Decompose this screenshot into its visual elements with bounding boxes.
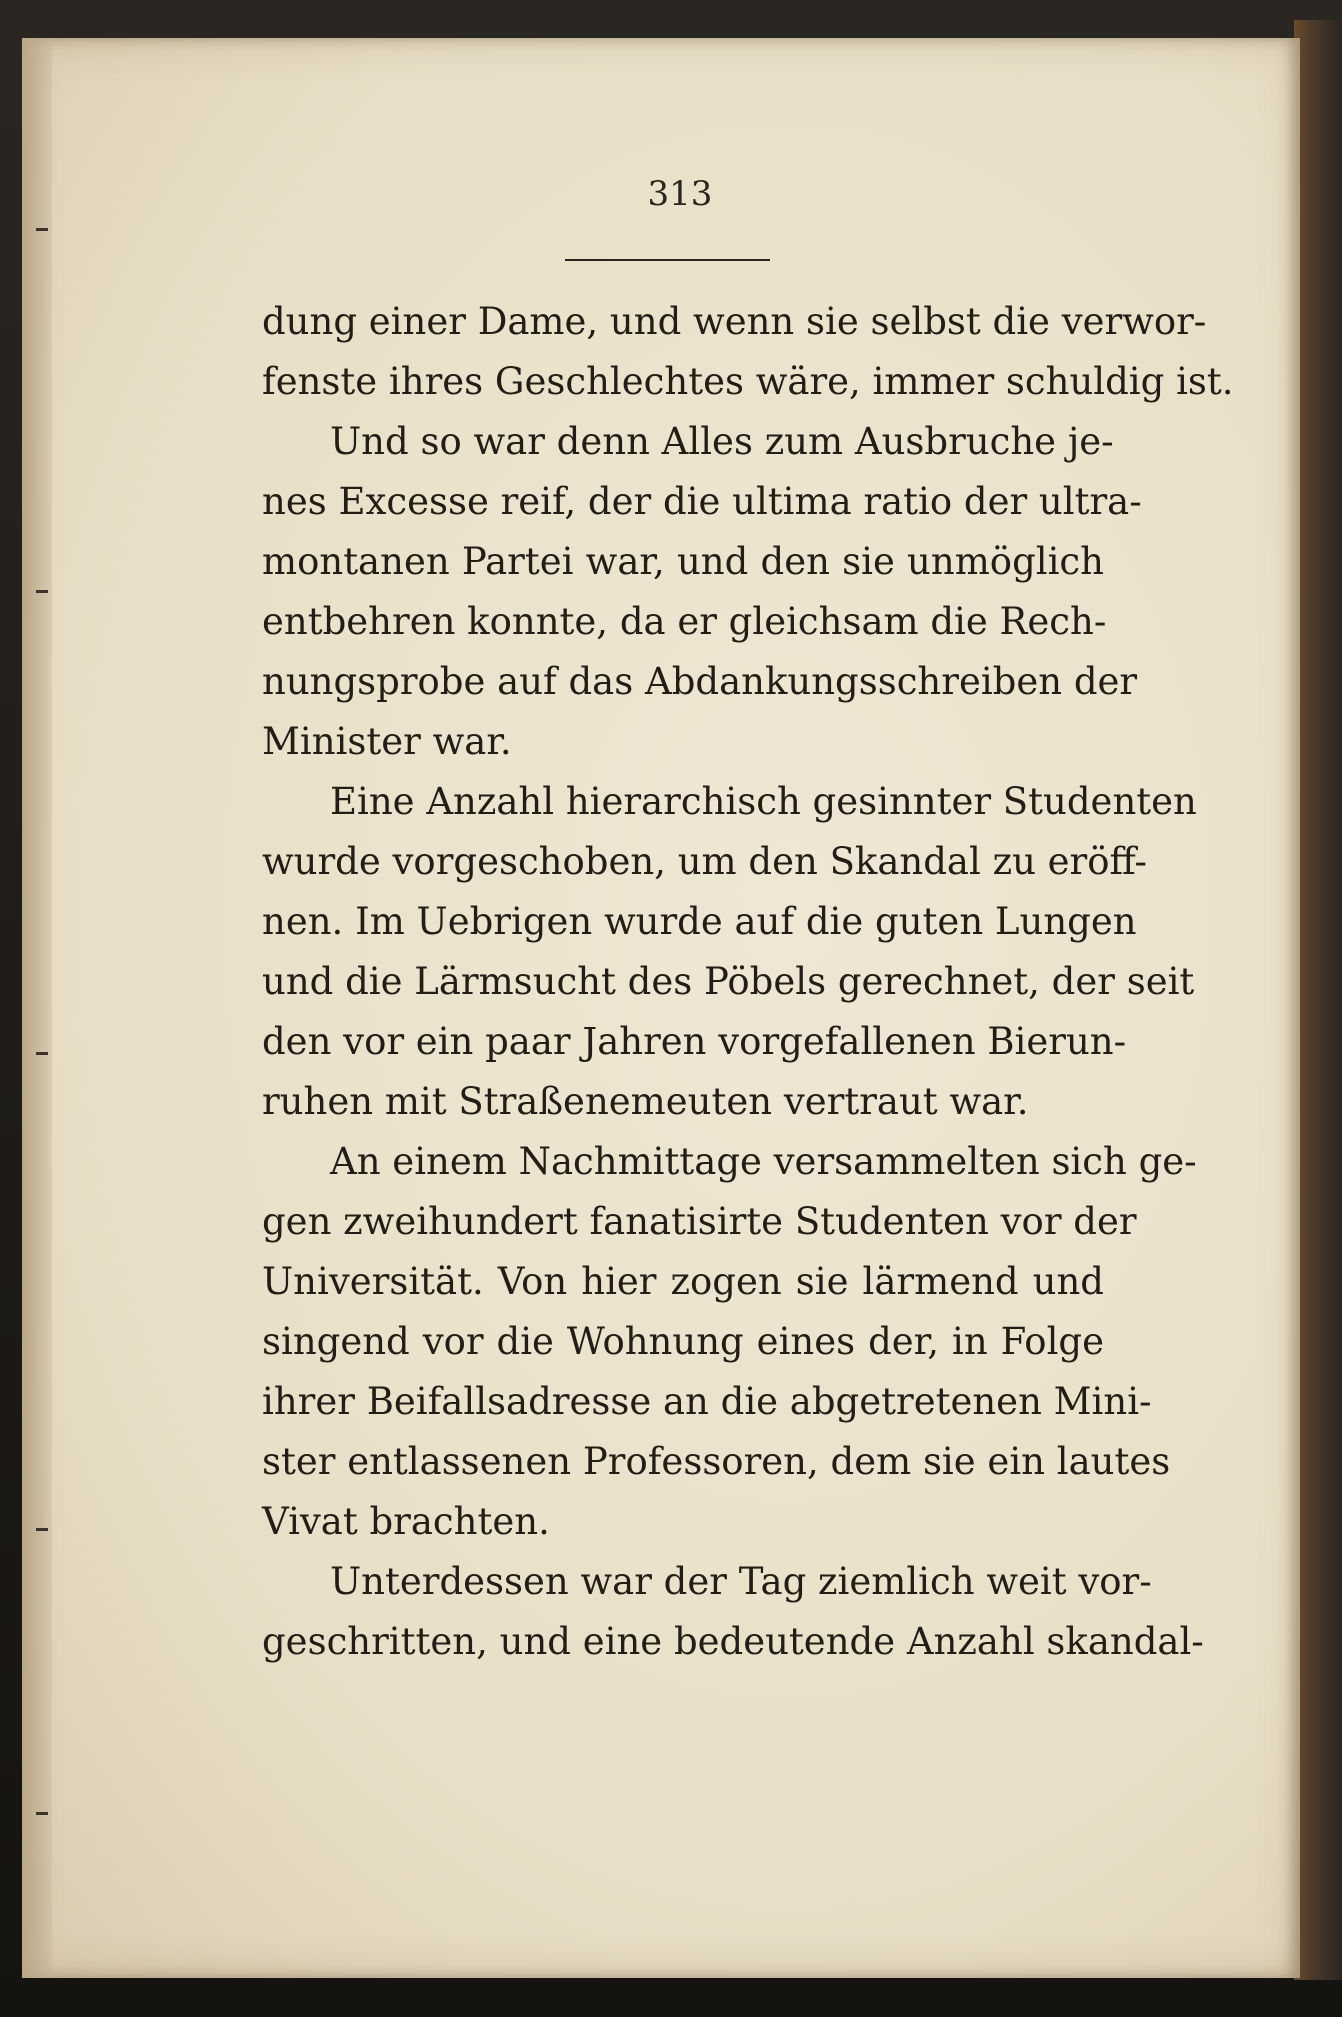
text-line: dung einer Dame, und wenn sie selbst die verwor- (262, 300, 1207, 343)
text-line: wurde vorgeschoben, um den Skandal zu eröff- (262, 840, 1147, 883)
binding-stitch (36, 1528, 48, 1531)
text-line: Minister war. (262, 720, 512, 763)
text-line: nungsprobe auf das Abdankungsschreiben der (262, 660, 1138, 703)
header-rule (565, 259, 770, 261)
text-line: Universität. Von hier zogen sie lärmend und (262, 1260, 1104, 1303)
text-line: montanen Partei war, und den sie unmöglich (262, 540, 1104, 583)
binding-stitch (36, 590, 48, 593)
text-line: ster entlassenen Professoren, dem sie ein lautes (262, 1440, 1171, 1483)
book-cover-edge (1294, 20, 1342, 1980)
binding-stitch (36, 1052, 48, 1055)
text-line: nen. Im Uebrigen wurde auf die guten Lungen (262, 900, 1137, 943)
text-line: ruhen mit Straßenemeuten vertraut war. (262, 1080, 1029, 1123)
page-gutter (22, 38, 52, 1978)
text-line: fenste ihres Geschlechtes wäre, immer schuldig ist. (262, 360, 1234, 403)
binding-stitch (36, 228, 48, 231)
text-line: geschritten, und eine bedeutende Anzahl skandal- (262, 1620, 1204, 1663)
text-line: singend vor die Wohnung eines der, in Folge (262, 1320, 1104, 1363)
text-line: entbehren konnte, da er gleichsam die Rech- (262, 600, 1107, 643)
text-line: Vivat brachten. (262, 1500, 550, 1543)
text-line: Eine Anzahl hierarchisch gesinnter Studenten (330, 780, 1197, 823)
text-line: und die Lärmsucht des Pöbels gerechnet, der seit (262, 960, 1195, 1003)
text-line: Und so war denn Alles zum Ausbruche je- (330, 420, 1114, 463)
text-line: ihrer Beifallsadresse an die abgetretenen Mini- (262, 1380, 1152, 1423)
text-line: Unterdessen war der Tag ziemlich weit vor- (330, 1560, 1152, 1603)
text-line: nes Excesse reif, der die ultima ratio der ultra- (262, 480, 1142, 523)
text-line: gen zweihundert fanatisirte Studenten vor der (262, 1200, 1137, 1243)
body-text (262, 292, 1234, 1672)
text-line: den vor ein paar Jahren vorgefallenen Bierun- (262, 1020, 1127, 1063)
page-number: 313 (647, 174, 713, 214)
text-line: An einem Nachmittage versammelten sich ge- (330, 1140, 1197, 1183)
binding-stitch (36, 1812, 48, 1815)
